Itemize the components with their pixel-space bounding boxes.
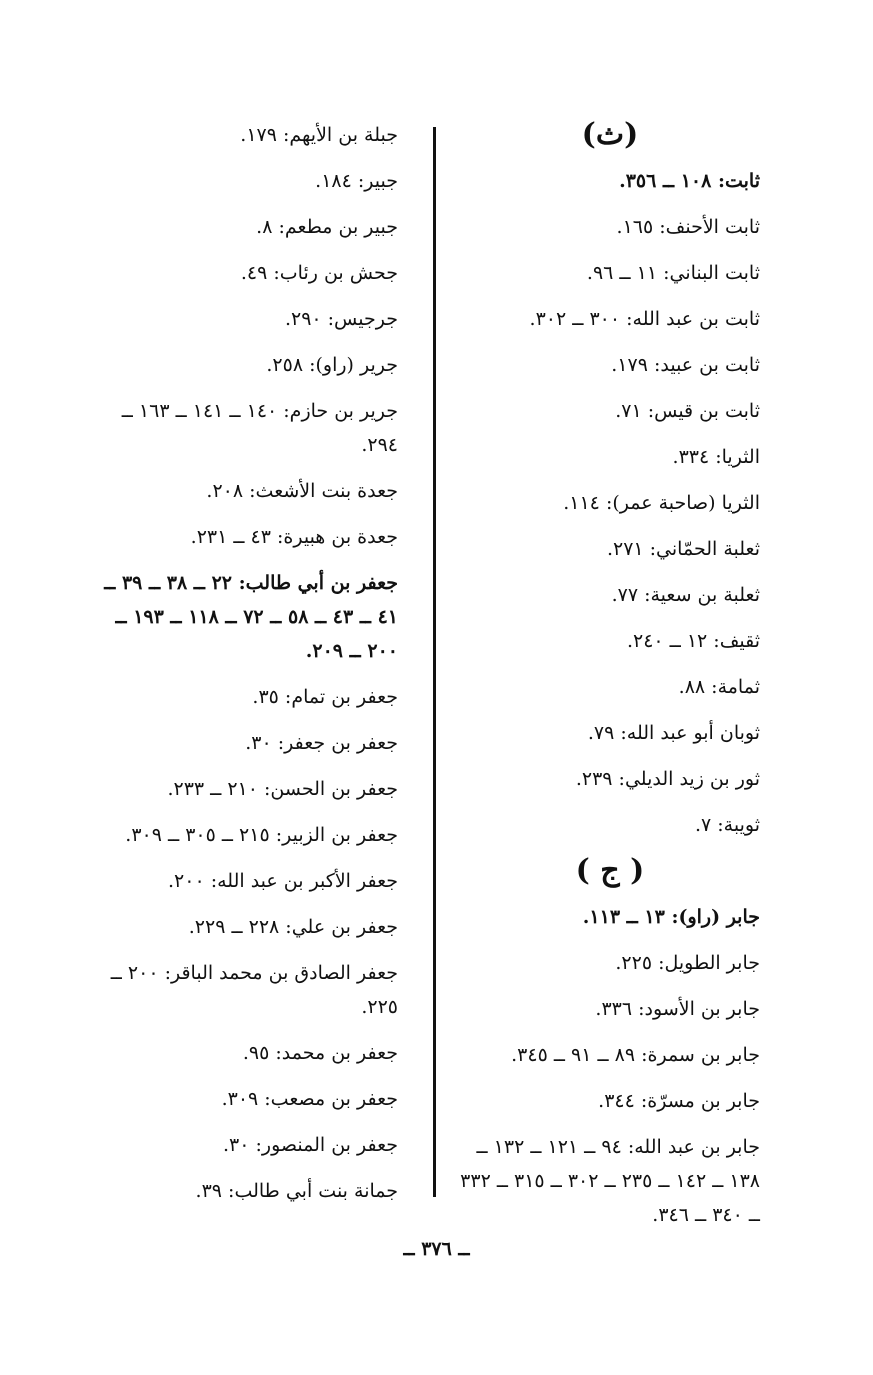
entry-name: ثابت: xyxy=(717,170,760,192)
index-entry xyxy=(88,1122,398,1168)
entry-name: ثعلبة الحمّاني: xyxy=(649,538,760,560)
index-entry xyxy=(460,158,760,204)
entry-name: الثريا: xyxy=(715,446,760,468)
index-entry xyxy=(88,388,398,468)
entry-page-refs: ٢٥٨. xyxy=(266,354,310,376)
index-entry xyxy=(460,250,760,296)
index-entry xyxy=(460,710,760,756)
index-entry xyxy=(88,1076,398,1122)
index-entry xyxy=(88,342,398,388)
entry-page-refs: ١١ ــ ٩٦. xyxy=(586,262,664,284)
index-entry xyxy=(460,756,760,802)
entry-name: ثويبة: xyxy=(717,814,760,836)
column-divider xyxy=(433,127,436,1197)
entry-page-refs: ٢٣٩. xyxy=(575,768,619,790)
entry-page-refs: ١١٤. xyxy=(563,492,606,514)
left-column xyxy=(88,112,398,1214)
entry-name: جرير بن حازم: xyxy=(283,400,398,422)
index-entry xyxy=(88,720,398,766)
entry-page-refs: ٣٠٩. xyxy=(221,1088,265,1110)
entry-page-refs: ٨٩ ــ ٩١ ــ ٣٤٥. xyxy=(511,1044,642,1066)
entry-page-refs: ٢٧١. xyxy=(606,538,650,560)
index-entry xyxy=(88,468,398,514)
entry-name: جابر الطويل: xyxy=(658,952,760,974)
entry-name: ثابت البناني: xyxy=(663,262,760,284)
entry-name: جابر (راو): xyxy=(671,906,760,928)
entry-name: ثقيف: xyxy=(713,630,760,652)
entry-page-refs: ٧٧. xyxy=(611,584,645,606)
entry-page-refs: ٤٩. xyxy=(240,262,274,284)
entry-page-refs: ١٤٠ ــ ١٤١ ــ ١٦٣ ــ ٢٩٤. xyxy=(121,400,398,456)
entry-page-refs: ٢١٥ ــ ٣٠٥ ــ ٣٠٩. xyxy=(125,824,276,846)
index-entry xyxy=(88,204,398,250)
entry-name: ثابت بن عبد الله: xyxy=(626,308,760,330)
index-entry xyxy=(88,560,398,674)
entry-name: جابر بن الأسود: xyxy=(638,998,760,1020)
entry-name: جبير بن مطعم: xyxy=(278,216,398,238)
entry-name: جعفر بن تمام: xyxy=(284,686,398,708)
entry-name: جعفر بن الزبير: xyxy=(275,824,398,846)
entry-name: ثابت بن عبيد: xyxy=(653,354,760,376)
right-jim-entries-list xyxy=(460,894,760,1238)
entry-page-refs: ١٢ ــ ٢٤٠. xyxy=(626,630,714,652)
index-entry xyxy=(88,1168,398,1214)
entry-page-refs: ٢٠٠. xyxy=(167,870,211,892)
entry-page-refs: ٨٨. xyxy=(678,676,712,698)
entry-page-refs: ١٧٩. xyxy=(611,354,654,376)
index-entry xyxy=(460,388,760,434)
entry-page-refs: ٧١. xyxy=(615,400,648,422)
entry-page-refs: ٢٠٨. xyxy=(206,480,250,502)
entry-page-refs: ٧٩. xyxy=(587,722,621,744)
index-entry xyxy=(88,904,398,950)
entry-page-refs: ٣٠٠ ــ ٣٠٢. xyxy=(529,308,627,330)
entry-page-refs: ٨. xyxy=(256,216,279,238)
entry-name: جعفر الأكبر بن عبد الله: xyxy=(210,870,398,892)
entry-name: ثابت الأحنف: xyxy=(659,216,760,238)
entry-page-refs: ٩٤ ــ ١٢١ ــ ١٣٢ ــ ١٣٨ ــ ١٤٢ ــ ٢٣٥ ــ ٣٠٢ ــ ٣١٥ ــ ٣٣٢ ــ ٣٤٠ ــ ٣٤٦. xyxy=(460,1136,760,1226)
entry-name: جعفر بن مصعب: xyxy=(264,1088,398,1110)
entry-name: ثوبان أبو عبد الله: xyxy=(620,722,760,744)
entry-page-refs: ٢٢٨ ــ ٢٢٩. xyxy=(188,916,286,938)
entry-name: ثمامة: xyxy=(711,676,760,698)
right-entries-list xyxy=(460,158,760,848)
entry-page-refs: ١٧٩. xyxy=(240,124,283,146)
right-column xyxy=(460,112,760,1238)
index-entry xyxy=(460,940,760,986)
index-entry xyxy=(88,112,398,158)
index-entry xyxy=(88,1030,398,1076)
index-entry xyxy=(460,986,760,1032)
entry-page-refs: ٣٠. xyxy=(245,732,278,754)
left-entries-list xyxy=(88,112,398,1214)
index-entry xyxy=(460,618,760,664)
entry-name: جعدة بنت الأشعث: xyxy=(249,480,398,502)
index-entry xyxy=(88,858,398,904)
entry-name: ثعلبة بن سعية: xyxy=(644,584,760,606)
entry-page-refs: ٢٩٠. xyxy=(284,308,328,330)
entry-name: جبلة بن الأيهم: xyxy=(283,124,398,146)
index-entry xyxy=(460,434,760,480)
entry-name: جعفر بن علي: xyxy=(285,916,398,938)
index-entry xyxy=(88,296,398,342)
entry-name: جابر بن مسرّة: xyxy=(640,1090,760,1112)
index-entry xyxy=(88,514,398,560)
entry-name: جمانة بنت أبي طالب: xyxy=(228,1180,398,1202)
entry-name: الثريا (صاحبة عمر): xyxy=(605,492,760,514)
index-entry xyxy=(460,572,760,618)
entry-name: ثابت بن قيس: xyxy=(647,400,760,422)
entry-name: جعفر بن محمد: xyxy=(275,1042,398,1064)
page-number: ــ ٣٧٦ ــ xyxy=(403,1238,470,1260)
entry-page-refs: ٢١٠ ــ ٢٣٣. xyxy=(167,778,265,800)
index-entry xyxy=(460,894,760,940)
index-entry xyxy=(460,342,760,388)
entry-name: جابر بن سمرة: xyxy=(641,1044,760,1066)
entry-name: جعفر بن المنصور: xyxy=(255,1134,398,1156)
index-entry xyxy=(88,766,398,812)
entry-page-refs: ٣٩. xyxy=(195,1180,229,1202)
index-entry xyxy=(460,664,760,710)
index-entry xyxy=(460,1032,760,1078)
entry-name: جبير: xyxy=(357,170,398,192)
entry-name: جابر بن عبد الله: xyxy=(627,1136,760,1158)
entry-page-refs: ٧. xyxy=(694,814,718,836)
index-entry xyxy=(88,812,398,858)
entry-name: جعفر بن أبي طالب: xyxy=(238,572,398,594)
entry-page-refs: ١٠٨ ــ ٣٥٦. xyxy=(619,170,718,192)
entry-page-refs: ٤٣ ــ ٢٣١. xyxy=(190,526,277,548)
index-entry xyxy=(460,296,760,342)
entry-page-refs: ٣٤٤. xyxy=(598,1090,641,1112)
entry-page-refs: ١٦٥. xyxy=(616,216,660,238)
entry-page-refs: ٣٠. xyxy=(222,1134,256,1156)
entry-name: ثور بن زيد الديلي: xyxy=(618,768,760,790)
entry-name: جحش بن رئاب: xyxy=(273,262,398,284)
index-entry xyxy=(88,674,398,720)
entry-page-refs: ١٨٤. xyxy=(315,170,358,192)
entry-page-refs: ٢٠٠ ــ ٢٢٥. xyxy=(110,962,398,1018)
entry-name: جرجيس: xyxy=(327,308,398,330)
entry-page-refs: ٢٢ ــ ٣٨ ــ ٣٩ ــ ٤١ ــ ٤٣ ــ ٥٨ ــ ٧٢ ــ ١١٨ ــ ١٩٣ ــ ٢٠٠ ــ ٢٠٩. xyxy=(104,572,398,662)
entry-name: جرير (راو): xyxy=(309,354,398,376)
entry-name: جعفر بن جعفر: xyxy=(277,732,398,754)
section-header-tha: (ث) xyxy=(581,117,639,152)
entry-page-refs: ٣٣٤. xyxy=(672,446,716,468)
entry-page-refs: ٣٥. xyxy=(252,686,285,708)
index-entry xyxy=(460,1124,760,1238)
entry-page-refs: ٣٣٦. xyxy=(595,998,639,1020)
entry-page-refs: ٢٢٥. xyxy=(615,952,659,974)
index-entry xyxy=(460,480,760,526)
index-entry xyxy=(88,250,398,296)
entry-name: جعفر الصادق بن محمد الباقر: xyxy=(164,962,398,984)
index-entry xyxy=(460,526,760,572)
entry-page-refs: ١٣ ــ ١١٣. xyxy=(582,906,672,928)
entry-name: جعفر بن الحسن: xyxy=(264,778,398,800)
entry-page-refs: ٩٥. xyxy=(242,1042,276,1064)
index-entry xyxy=(460,802,760,848)
index-entry xyxy=(460,204,760,250)
section-header-jim: ( ج ) xyxy=(575,853,645,888)
index-entry xyxy=(460,1078,760,1124)
entry-name: جعدة بن هبيرة: xyxy=(277,526,398,548)
index-entry xyxy=(88,950,398,1030)
index-entry xyxy=(88,158,398,204)
